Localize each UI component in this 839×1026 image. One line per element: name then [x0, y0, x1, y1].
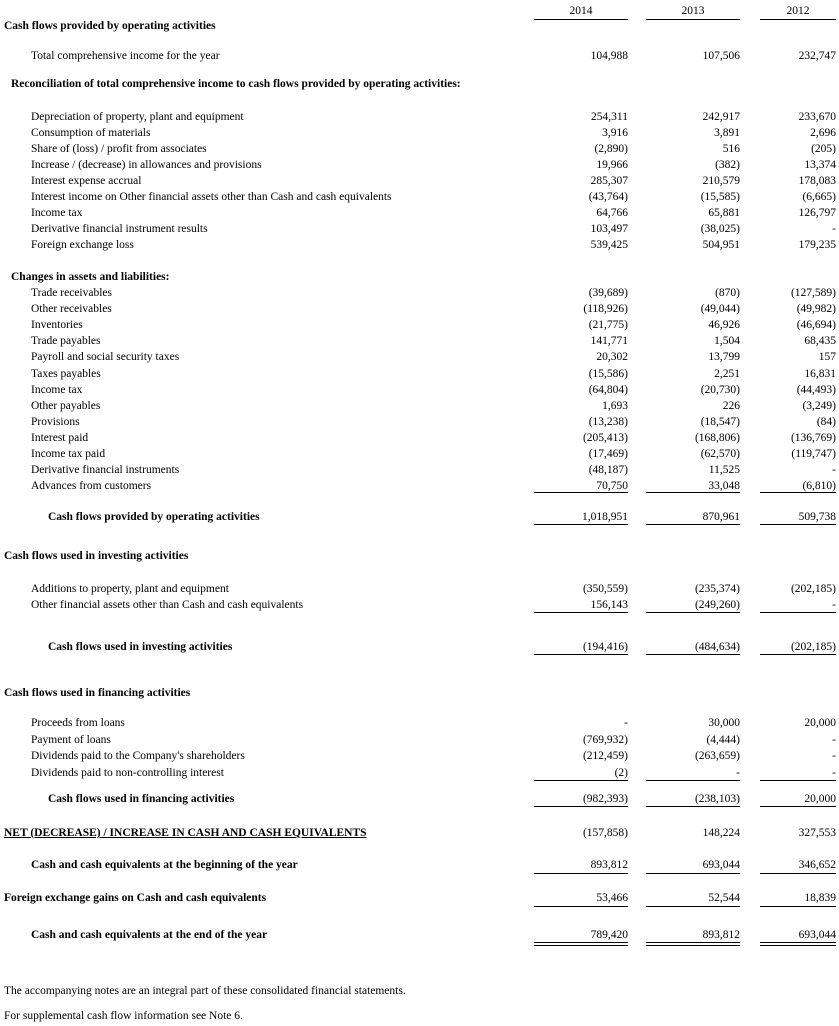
value-2012: 13,374: [804, 159, 836, 171]
row-label: Interest income on Other financial assets other than Cash and cash equivalents: [31, 191, 392, 203]
value-2012: (6,665): [802, 191, 836, 203]
value-2013: 3,891: [714, 127, 740, 139]
value-2012: 126,797: [798, 207, 836, 219]
value-2012: 178,083: [798, 175, 836, 187]
footnote-supplemental: For supplemental cash flow information see Note 6.: [4, 1010, 243, 1022]
value-2012: 2,696: [810, 127, 836, 139]
row-label: Income tax paid: [31, 448, 106, 460]
value-2012: 693,044: [798, 929, 836, 941]
row-label: NET (DECREASE) / INCREASE IN CASH AND CASH EQUIVALENTS: [4, 827, 367, 839]
double-rule: [760, 942, 836, 943]
subtotal-rule: [760, 492, 836, 493]
total-rule: [646, 806, 740, 807]
value-2013: (49,044): [700, 303, 740, 316]
subtotal-rule: [534, 612, 628, 613]
value-2013: 148,224: [702, 827, 740, 839]
row-label: Provisions: [31, 415, 80, 428]
value-2012: (119,747): [791, 448, 836, 460]
value-2012: (84): [816, 415, 836, 428]
value-2013: (62,570): [700, 448, 740, 460]
value-2013: 210,579: [702, 175, 740, 187]
value-2014: 254,311: [591, 111, 628, 123]
value-2014: (64,804): [588, 383, 628, 396]
value-2013: 242,917: [702, 111, 740, 123]
row-label: Dividends paid to the Company's shareholders: [31, 750, 245, 762]
value-2014: (194,416): [582, 641, 628, 653]
table-row: [0, 749, 839, 765]
value-2012: -: [832, 750, 836, 762]
subtotal-rule: [534, 780, 628, 781]
value-2014: (982,393): [582, 793, 628, 805]
value-2013: (4,444): [706, 733, 740, 746]
total-rule: [534, 654, 628, 655]
value-2012: -: [832, 599, 836, 611]
total-rule: [534, 806, 628, 807]
value-2013: 65,881: [708, 207, 740, 219]
row-label: Total comprehensive income for the year: [31, 50, 220, 62]
table-row: [0, 238, 839, 254]
section-title: Cash flows used in financing activities: [4, 687, 191, 699]
row-label: Cash flows used in financing activities: [48, 793, 235, 805]
value-2012: 233,670: [798, 111, 836, 123]
value-2014: 20,302: [596, 351, 628, 364]
value-2013: -: [736, 766, 740, 779]
value-2014: 19,966: [596, 159, 628, 171]
value-2013: (238,103): [694, 793, 740, 805]
table-row: [0, 463, 839, 479]
value-2013: (15,585): [700, 191, 740, 203]
value-2012: 16,831: [804, 367, 836, 380]
column-headers: [0, 2, 839, 18]
value-2014: 53,466: [596, 892, 628, 904]
value-2014: 285,307: [590, 175, 628, 187]
row-label: Trade receivables: [31, 287, 112, 299]
value-2013: (20,730): [700, 383, 740, 396]
subsection-title: Reconciliation of total comprehensive income to cash flows provided by operating activities:: [11, 78, 461, 90]
value-2013: (38,025): [700, 223, 740, 235]
value-2014: (2): [614, 766, 628, 779]
value-2012: (202,185): [790, 641, 836, 653]
total-rule: [760, 873, 836, 874]
value-2012: (46,694): [796, 319, 836, 332]
value-2012: (136,769): [790, 431, 836, 444]
value-2014: (769,932): [582, 733, 628, 746]
value-2012: (205): [811, 143, 836, 155]
row-label: Derivative financial instruments: [31, 464, 180, 477]
value-2014: (39,689): [588, 287, 628, 299]
table-row: [0, 206, 839, 222]
operating-section-title: [0, 19, 839, 35]
value-2012: 346,652: [798, 859, 836, 871]
value-2014: (48,187): [588, 464, 628, 477]
row-label: Derivative financial instrument results: [31, 223, 208, 235]
row-label: Interest paid: [31, 431, 89, 444]
table-row: [0, 399, 839, 415]
value-2013: (249,260): [694, 599, 740, 611]
value-2014: (157,858): [582, 827, 628, 839]
row-label: Interest expense accrual: [31, 175, 142, 187]
row-label: Trade payables: [31, 335, 101, 348]
value-2013: 46,926: [708, 319, 740, 332]
subtotal-rule: [534, 492, 628, 493]
value-2014: 893,812: [590, 859, 628, 871]
value-2012: (6,810): [802, 480, 836, 493]
table-row: [0, 302, 839, 318]
value-2013: 226: [722, 399, 740, 412]
row-label: Cash flows used in investing activities: [48, 641, 233, 653]
table-row: [0, 222, 839, 238]
value-2014: 103,497: [590, 223, 628, 235]
row-label: Payment of loans: [31, 733, 111, 746]
total-rule: [646, 873, 740, 874]
total-rule: [760, 524, 836, 525]
total-rule: [760, 806, 836, 807]
investing-section-title: [0, 549, 839, 565]
total-rule: [534, 873, 628, 874]
value-2012: 327,553: [798, 827, 836, 839]
value-2012: -: [832, 223, 836, 235]
value-2014: (17,469): [588, 448, 628, 460]
value-2013: 504,951: [702, 239, 740, 251]
total-rule: [646, 524, 740, 525]
value-2013: (235,374): [694, 583, 740, 595]
fx-gains-row: [0, 891, 839, 907]
value-2012: (127,589): [790, 287, 836, 299]
section-title: Cash flows used in investing activities: [4, 550, 189, 562]
subsection-title: Changes in assets and liabilities:: [11, 271, 170, 283]
value-2012: -: [832, 464, 836, 477]
changes-title: [0, 270, 839, 286]
row-label: Additions to property, plant and equipment: [31, 583, 229, 595]
subtotal-rule: [646, 612, 740, 613]
row-label: Advances from customers: [31, 480, 152, 493]
value-2013: 13,799: [708, 351, 740, 364]
value-2014: (350,559): [582, 583, 628, 595]
row-label: Increase / (decrease) in allowances and provisions: [31, 159, 262, 171]
value-2014: (205,413): [582, 431, 628, 444]
value-2014: 789,420: [590, 929, 628, 941]
table-row: [0, 318, 839, 334]
value-2012: 20,000: [804, 717, 836, 729]
value-2014: 70,750: [596, 480, 628, 493]
row-label: Other financial assets other than Cash and cash equivalents: [31, 599, 304, 611]
row-label: Income tax: [31, 383, 83, 396]
row-label: Foreign exchange loss: [31, 239, 134, 251]
table-row: [0, 126, 839, 142]
value-2012: 20,000: [804, 793, 836, 805]
value-2014: (212,459): [582, 750, 628, 762]
double-rule: [534, 942, 628, 943]
reconciliation-title: [0, 77, 839, 93]
value-2013: 516: [722, 143, 740, 155]
financing-section-title: [0, 686, 839, 702]
value-2012: 157: [818, 351, 836, 364]
year-header-2013: 2013: [646, 4, 740, 20]
table-row: [0, 383, 839, 399]
value-2012: (3,249): [802, 399, 836, 412]
value-2012: 232,747: [798, 50, 836, 62]
table-row: [0, 447, 839, 463]
value-2012: (49,982): [796, 303, 836, 316]
double-rule: [534, 945, 628, 946]
table-row: [0, 582, 839, 598]
value-2013: 11,525: [708, 464, 740, 477]
value-2013: 107,506: [702, 50, 740, 62]
value-2013: 1,504: [714, 335, 740, 348]
value-2013: 33,048: [708, 480, 740, 493]
total-comprehensive-income-row: [0, 49, 839, 65]
value-2014: 156,143: [590, 599, 628, 611]
double-rule: [646, 942, 740, 943]
subtotal-rule: [646, 780, 740, 781]
subtotal-rule: [760, 612, 836, 613]
table-row: [0, 174, 839, 190]
row-label: Share of (loss) / profit from associates: [31, 143, 207, 155]
value-2013: (18,547): [700, 415, 740, 428]
total-rule: [646, 906, 740, 907]
row-label: Income tax: [31, 207, 83, 219]
total-rule: [760, 906, 836, 907]
year-header-2014: 2014: [534, 4, 628, 20]
value-2013: (870): [715, 287, 740, 299]
total-rule: [760, 654, 836, 655]
row-label: Cash and cash equivalents at the beginning of the year: [31, 859, 298, 871]
value-2013: 693,044: [702, 859, 740, 871]
value-2013: 870,961: [702, 511, 740, 523]
footnote-integral: The accompanying notes are an integral part of these consolidated financial statements.: [4, 985, 406, 997]
row-label: Foreign exchange gains on Cash and cash equivalents: [4, 892, 267, 904]
value-2013: 30,000: [708, 717, 740, 729]
row-label: Other receivables: [31, 303, 112, 316]
value-2012: 18,839: [804, 892, 836, 904]
value-2013: (484,634): [694, 641, 740, 653]
value-2013: (168,806): [694, 431, 740, 444]
table-row: [0, 733, 839, 749]
row-label: Depreciation of property, plant and equipment: [31, 111, 244, 123]
section-title: Cash flows provided by operating activities: [4, 20, 216, 32]
total-rule: [534, 906, 628, 907]
value-2014: 1,693: [602, 399, 628, 412]
value-2012: 68,435: [804, 335, 836, 348]
beginning-balance-row: [0, 858, 839, 874]
table-row: [0, 110, 839, 126]
table-row: [0, 142, 839, 158]
table-row: [0, 431, 839, 447]
value-2013: 893,812: [702, 929, 740, 941]
net-change-row: [0, 826, 839, 842]
row-label: Proceeds from loans: [31, 717, 125, 729]
row-label: Cash and cash equivalents at the end of the year: [31, 929, 268, 941]
row-label: Dividends paid to non-controlling interest: [31, 766, 224, 779]
value-2012: 179,235: [798, 239, 836, 251]
value-2014: (13,238): [588, 415, 628, 428]
double-rule: [646, 945, 740, 946]
table-row: [0, 367, 839, 383]
row-label: Other payables: [31, 399, 101, 412]
row-label: Payroll and social security taxes: [31, 351, 180, 364]
table-row: [0, 415, 839, 431]
value-2014: 141,771: [590, 335, 628, 348]
table-row: [0, 190, 839, 206]
row-label: Inventories: [31, 319, 83, 332]
value-2014: 104,988: [590, 50, 628, 62]
value-2014: (43,764): [588, 191, 628, 203]
year-header-2012: 2012: [760, 4, 836, 20]
value-2012: -: [832, 766, 836, 779]
value-2014: (118,926): [583, 303, 628, 316]
row-label: Consumption of materials: [31, 127, 151, 139]
value-2012: 509,738: [798, 511, 836, 523]
row-label: Cash flows provided by operating activities: [48, 511, 260, 523]
value-2013: 52,544: [708, 892, 740, 904]
subtotal-rule: [760, 780, 836, 781]
total-rule: [646, 654, 740, 655]
value-2014: (21,775): [588, 319, 628, 332]
value-2013: 2,251: [714, 367, 740, 380]
table-row: [0, 286, 839, 302]
table-row: [0, 350, 839, 366]
value-2014: 1,018,951: [582, 511, 628, 523]
table-row: [0, 716, 839, 732]
value-2014: (15,586): [588, 367, 628, 380]
subtotal-rule: [646, 492, 740, 493]
value-2014: -: [624, 717, 628, 729]
total-rule: [534, 524, 628, 525]
value-2013: (263,659): [694, 750, 740, 762]
table-row: [0, 334, 839, 350]
row-label: Taxes payables: [31, 367, 101, 380]
value-2014: 64,766: [596, 207, 628, 219]
table-row: [0, 158, 839, 174]
value-2012: (202,185): [790, 583, 836, 595]
value-2012: -: [832, 733, 836, 746]
double-rule: [760, 945, 836, 946]
value-2014: 539,425: [590, 239, 628, 251]
value-2014: (2,890): [594, 143, 628, 155]
value-2014: 3,916: [602, 127, 628, 139]
value-2013: (382): [715, 159, 740, 171]
value-2012: (44,493): [796, 383, 836, 396]
